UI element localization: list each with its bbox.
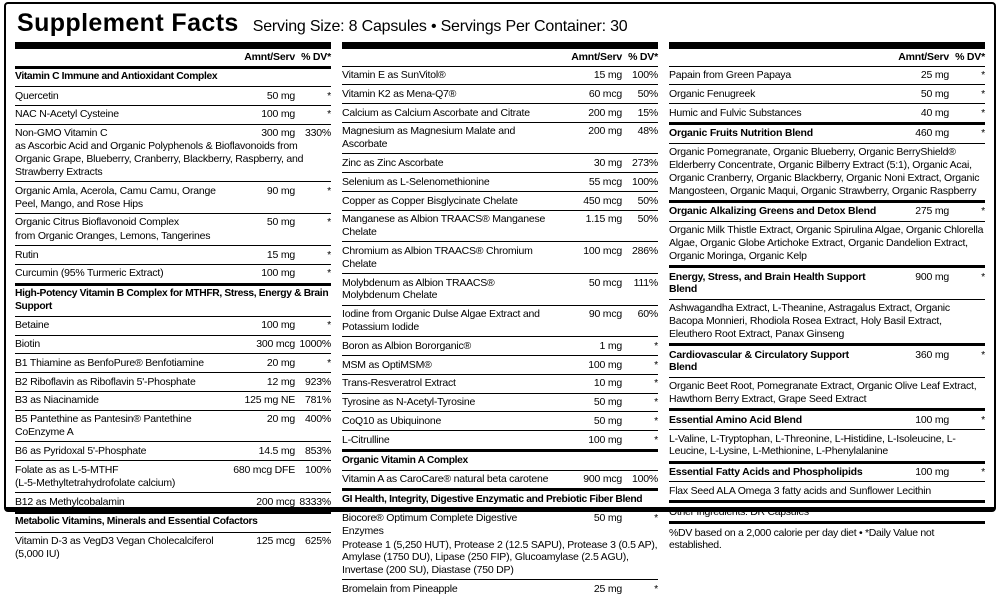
amount-value: 60 mcg [588,87,622,100]
dv-header: % DV* [301,51,331,63]
dv-value: 923% [305,375,331,388]
ingredient-row [342,336,658,355]
row-line [342,396,658,409]
amount-value: 20 mg [266,413,295,426]
amount-value: 100 mg [915,413,949,426]
ingredient-name: Quercetin [15,89,59,102]
dv-value: * [654,582,658,595]
facts-column-1 [15,42,331,598]
row-line [342,125,658,151]
dv-value: * [327,184,331,197]
dv-value: * [327,356,331,369]
ingredient-name: Biotin [15,338,40,350]
row-line [342,107,658,120]
row-line [669,414,985,427]
dv-value: * [327,108,331,121]
amount-value: 450 mcg [583,194,622,207]
ingredient-row [342,66,658,85]
dv-value: * [654,396,658,409]
amount-value: 50 mcg [588,276,622,289]
ingredient-name: Organic Fenugreek [669,87,756,100]
ingredient-name: CoQ10 as Ubiquinone [342,414,442,427]
row-line [342,277,658,303]
ingredient-name: Organic Citrus Bioflavonoid Complex [15,216,179,229]
row-line [342,377,658,390]
amount-value: 50 mg [593,414,622,427]
amount-value: 50 mg [593,512,622,525]
blend-ingredient-list: Organic Beet Root, Pomegranate Extract, Organic Olive Leaf Extract, Hawthorn Berry Extract, Grape Seed Extract [669,377,985,409]
ingredient-row [15,410,331,442]
amount-value: 100 mg [588,433,622,446]
amount-value: 900 mcg [583,473,622,486]
ingredient-row [15,372,331,391]
dv-value: * [654,339,658,352]
ingredient-row [669,66,985,85]
ingredient-name: Essential Amino Acid Blend [669,413,802,426]
row-line [669,466,985,479]
ingredient-name: Zinc as Zinc Ascorbate [342,156,444,169]
amount-value: 15 mg [266,248,295,261]
ingredient-name: Chromium as Albion TRAACS® Chromium Chelate [342,244,533,270]
ingredient-name: Energy, Stress, and Brain Health Support Blend [669,270,866,296]
other-ingredients-note: Other Ingredients: DR Capsules [669,500,985,521]
dv-value: 48% [637,125,658,138]
dv-value: * [981,69,985,81]
amount-value: 50 mg [920,87,949,100]
dv-value: * [981,87,985,100]
blend-ingredient-list: Flax Seed ALA Omega 3 fatty acids and Sunflower Lecithin [669,481,985,500]
ingredient-row [342,153,658,172]
amount-serv-header: Amnt/Serv [244,51,295,63]
ingredient-subtext: as Ascorbic Acid and Organic Polyphenols & Bioflavonoids from Organic Grape, Blueberry, Cranberry, Blackberry, Raspberry, and Strawberry Extracts [15,140,304,179]
row-line [669,127,985,140]
ingredient-row [342,84,658,103]
dv-value: * [654,433,658,446]
dv-value: * [327,216,331,229]
amount-value: 20 mg [266,356,295,369]
amount-value: 100 mcg [583,244,622,257]
amount-serv-header: Amnt/Serv [898,51,949,63]
dv-value: * [981,466,985,479]
row-line [342,245,658,271]
ingredient-name: Trans-Resveratrol Extract [342,377,456,390]
row-line [15,216,331,229]
ingredient-row [342,172,658,191]
amount-value: 360 mg [915,348,949,361]
column-header-spacer [15,51,224,63]
ingredient-name: Organic Amla, Acerola, Camu Camu, Orange Peel, Mango, and Rose Hips [15,184,216,210]
row-line [669,69,985,82]
blend-ingredient-list: Organic Milk Thistle Extract, Organic Spirulina Algae, Organic Chlorella Algae, Organic Globe Artichoke Extract, Organic Dandelion Extract, Organic Moringa, Organic Kelp [669,221,985,265]
ingredient-row [669,103,985,122]
row-line [669,88,985,101]
row-line [342,415,658,428]
column-top-bar [15,42,331,49]
amount-value: 50 mg [266,89,295,102]
ingredient-name: B12 as Methylcobalamin [15,495,125,508]
dv-value: * [981,205,985,218]
ingredient-row [15,353,331,372]
ingredient-row [15,181,331,213]
row-line [342,88,658,101]
amount-serv-header: Amnt/Serv [571,51,622,63]
supplement-facts-panel [4,2,996,595]
amount-value: 275 mg [915,205,949,218]
ingredient-name: B2 Riboflavin as Riboflavin 5'-Phosphate [15,375,196,388]
ingredient-row [342,241,658,273]
dv-value: 111% [633,276,658,289]
ingredient-name: B1 Thiamine as BenfoPure® Benfotiamine [15,356,204,369]
amount-value: 55 mcg [588,175,622,188]
amount-value: 900 mg [915,270,949,283]
amount-value: 125 mcg [256,535,295,548]
amount-value: 300 mcg [256,338,295,350]
ingredient-name: Curcumin (95% Turmeric Extract) [15,267,164,280]
row-line [15,464,331,477]
amount-value: 90 mcg [588,308,622,321]
dv-value: 100% [632,473,658,486]
ingredient-row [342,103,658,122]
ingredient-subtext: from Organic Oranges, Lemons, Tangerines [15,229,211,242]
ingredient-row [342,122,658,154]
ingredient-name: Biocore® Optimum Complete Digestive Enzymes [342,512,518,538]
amount-value: 100 mg [261,319,295,332]
ingredient-name: Vitamin D-3 as VegD3 Vegan Cholecalciferol (5,000 IU) [15,535,214,560]
ingredient-name: Molybdenum as Albion TRAACS® Molybdenum Chelate [342,276,495,302]
dv-value: 50% [637,87,658,100]
row-line [342,340,658,353]
ingredient-row [15,245,331,264]
amount-value: 25 mg [920,69,949,81]
ingredient-name: B5 Pantethine as Pantesin® Pantethine CoEnzyme A [15,413,192,438]
row-line [15,357,331,370]
dv-value: * [654,512,658,525]
ingredient-name: Papain from Green Papaya [669,69,791,81]
ingredient-name: MSM as OptiMSM® [342,358,432,371]
dv-value: 50% [637,194,658,207]
dv-value: * [981,413,985,426]
section-header: Vitamin C Immune and Antioxidant Complex [15,66,331,87]
row-line [15,413,331,439]
ingredient-row [342,355,658,374]
dv-value: * [654,414,658,427]
section-header: Organic Vitamin A Complex [342,449,658,470]
blend-ingredient-list: Organic Pomegranate, Organic Blueberry, Organic BerryShield® Elderberry Concentrate, Organic Bilberry Extract (5:1), Organic Acai, Organic Cranberry, Organic Blackberry, Organic Noni Extract, Organic Mangosteen, Organic Maqui, Organic Strawberry, Organic Raspberry [669,143,985,200]
dv-value: 100% [632,69,658,81]
row-line [15,376,331,389]
ingredient-row [342,273,658,305]
row-line [342,213,658,239]
ingredient-name: Iodine from Organic Dulse Algae Extract and Potassium Iodide [342,308,540,333]
row-line [15,319,331,332]
ingredient-name: Folate as as L-5-MTHF [15,463,119,476]
dv-value: 273% [632,156,658,169]
dv-value: 1000% [299,338,331,350]
dv-header: % DV* [628,51,658,63]
row-line [669,107,985,120]
ingredient-name: Manganese as Albion TRAACS® Manganese Chelate [342,213,546,239]
row-line [15,496,331,509]
dv-value: 60% [637,308,658,321]
ingredient-row [342,579,658,598]
ingredient-name: Magnesium as Magnesium Malate and Ascorbate [342,125,516,151]
column-header-row [669,49,985,66]
dv-value: 853% [305,444,331,457]
ingredient-subtext: (L-5-Methyltetrahydrofolate calcium) [15,476,176,489]
ingredient-row [342,393,658,412]
ingredient-name: Essential Fatty Acids and Phospholipids [669,466,863,479]
amount-value: 200 mcg [256,495,295,508]
dv-value: 286% [632,244,658,257]
ingredient-name: Bromelain from Pineapple [342,582,458,595]
ingredient-name: B6 as Pyridoxal 5'-Phosphate [15,444,147,457]
row-line [15,127,331,140]
blend-row [669,408,985,429]
ingredient-subtext: Protease 1 (5,250 HUT), Protease 2 (12.5 SAPU), Protease 3 (0.5 AP), Amylase (1750 DU), Lipase (250 FIP), Glucoamylase (2.5 AGU), Invertase (200 SU), Diastase (750 DP) [342,538,658,577]
amount-value: 125 mg NE [244,394,295,407]
amount-value: 200 mg [588,125,622,138]
dv-value: * [981,270,985,283]
facts-column-3 [669,42,985,598]
amount-value: 1.15 mg [585,213,622,226]
row-line [342,434,658,447]
section-header: High-Potency Vitamin B Complex for MTHFR, Stress, Energy & Brain Support [15,283,331,316]
amount-value: 40 mg [920,106,949,119]
ingredient-name: L-Citrulline [342,433,390,446]
blend-row [669,200,985,221]
dv-footnote: %DV based on a 2,000 calorie per day diet • *Daily Value not established. [669,521,985,555]
ingredient-row [342,509,658,579]
amount-value: 10 mg [593,377,622,390]
ingredient-row [15,441,331,460]
ingredient-row [15,532,331,564]
dv-value: 330% [305,127,331,140]
row-line [15,249,331,262]
row-line [15,108,331,121]
dv-value: 100% [305,463,331,476]
ingredient-row [15,86,331,105]
amount-value: 14.5 mg [258,444,295,457]
blend-row [669,461,985,482]
amount-value: 50 mg [593,396,622,409]
ingredient-row [15,264,331,283]
ingredient-name: Copper as Copper Bisglycinate Chelate [342,194,518,207]
row-line [15,90,331,103]
column-top-bar [342,42,658,49]
amount-value: 200 mg [588,106,622,119]
dv-value: * [327,319,331,332]
amount-value: 100 mg [261,267,295,280]
blend-row [669,122,985,143]
amount-value: 100 mg [588,358,622,371]
ingredient-row [342,411,658,430]
row-line [342,157,658,170]
dv-value: 50% [637,213,658,226]
amount-value: 25 mg [593,582,622,595]
dv-value: * [327,89,331,102]
ingredient-row [15,460,331,492]
dv-value: * [981,127,985,140]
dv-value: 100% [632,175,658,188]
amount-value: 15 mg [593,69,622,81]
blend-ingredient-list: L-Valine, L-Tryptophan, L-Threonine, L-Histidine, L-Isoleucine, L-Leucine, L-Lysine, L-Methionine, L-Phenylalanine [669,429,985,461]
amount-value: 680 mcg DFE [233,463,295,476]
ingredient-name: Organic Fruits Nutrition Blend [669,127,813,140]
amount-value: 100 mg [261,108,295,121]
facts-column-2 [342,42,658,598]
ingredient-name: Vitamin E as SunVitol® [342,69,446,81]
row-line [342,583,658,596]
ingredient-row [342,374,658,393]
dv-value: 8333% [299,495,331,508]
facts-columns [15,42,985,598]
dv-value: * [654,358,658,371]
ingredient-name: Vitamin A as CaroCare® natural beta carotene [342,473,549,486]
row-line [342,195,658,208]
section-header: GI Health, Integrity, Digestive Enzymatic and Prebiotic Fiber Blend [342,488,658,509]
ingredient-row [15,316,331,335]
ingredient-name: Tyrosine as N-Acetyl-Tyrosine [342,396,476,409]
row-line [669,205,985,218]
ingredient-row [669,84,985,103]
column-top-bar [669,42,985,49]
dv-header: % DV* [955,51,985,63]
ingredient-name: Humic and Fulvic Substances [669,106,802,119]
row-line [342,69,658,82]
amount-value: 50 mg [266,216,295,229]
ingredient-row [15,492,331,511]
amount-value: 460 mg [915,127,949,140]
dv-value: 781% [305,394,331,407]
title-bar [15,6,985,42]
blend-row [669,343,985,377]
ingredient-name: NAC N-Acetyl Cysteine [15,108,119,121]
row-line [342,176,658,189]
row-line [342,512,658,538]
panel-title: Supplement Facts [17,9,239,37]
row-line [15,185,331,211]
amount-value: 30 mg [593,156,622,169]
blend-ingredient-list: Ashwagandha Extract, L-Theanine, Astragalus Extract, Organic Bacopa Monnieri, Rhodiola Rosea Extract, Holy Basil Extract, Eleuthero Root Extract, Panax Ginseng [669,299,985,343]
ingredient-row [342,305,658,337]
ingredient-row [342,191,658,210]
ingredient-name: Organic Alkalizing Greens and Detox Blend [669,205,877,218]
ingredient-row [15,105,331,124]
column-header-spacer [669,51,878,63]
amount-value: 1 mg [599,339,622,352]
ingredient-row [342,470,658,489]
ingredient-row [342,430,658,449]
amount-value: 90 mg [266,184,295,197]
dv-value: * [654,377,658,390]
dv-value: * [327,248,331,261]
column-header-row [342,49,658,66]
dv-value: 15% [637,106,658,119]
ingredient-name: Cardiovascular & Circulatory Support Blend [669,348,849,374]
ingredient-row [15,213,331,245]
row-line [15,338,331,351]
dv-value: * [327,267,331,280]
row-line [342,308,658,334]
row-line [15,394,331,407]
dv-value: * [981,106,985,119]
amount-value: 12 mg [266,375,295,388]
ingredient-name: B3 as Niacinamide [15,394,99,407]
ingredient-name: Non-GMO Vitamin C [15,127,108,140]
blend-row [669,265,985,299]
column-header-row [15,49,331,66]
dv-value: 625% [305,535,331,548]
ingredient-name: Selenium as L-Selenomethionine [342,175,490,188]
row-line [669,349,985,375]
dv-value: * [981,348,985,361]
ingredient-row [15,335,331,354]
column-header-spacer [342,51,551,63]
ingredient-row [342,210,658,242]
section-header: Metabolic Vitamins, Minerals and Essential Cofactors [15,511,331,532]
ingredient-row [15,391,331,410]
ingredient-name: Vitamin K2 as Mena-Q7® [342,87,457,100]
row-line [342,473,658,486]
row-line [15,535,331,561]
serving-info: Serving Size: 8 Capsules • Servings Per Container: 30 [252,18,628,35]
row-line [669,271,985,297]
row-line [342,359,658,372]
ingredient-name: Boron as Albion Bororganic® [342,339,472,352]
dv-value: 400% [305,413,331,426]
ingredient-name: Betaine [15,319,50,332]
row-line [15,445,331,458]
amount-value: 300 mg [261,127,295,140]
ingredient-name: Rutin [15,248,39,261]
row-line [15,267,331,280]
ingredient-name: Calcium as Calcium Ascorbate and Citrate [342,106,530,119]
amount-value: 100 mg [915,466,949,479]
ingredient-row [15,124,331,182]
